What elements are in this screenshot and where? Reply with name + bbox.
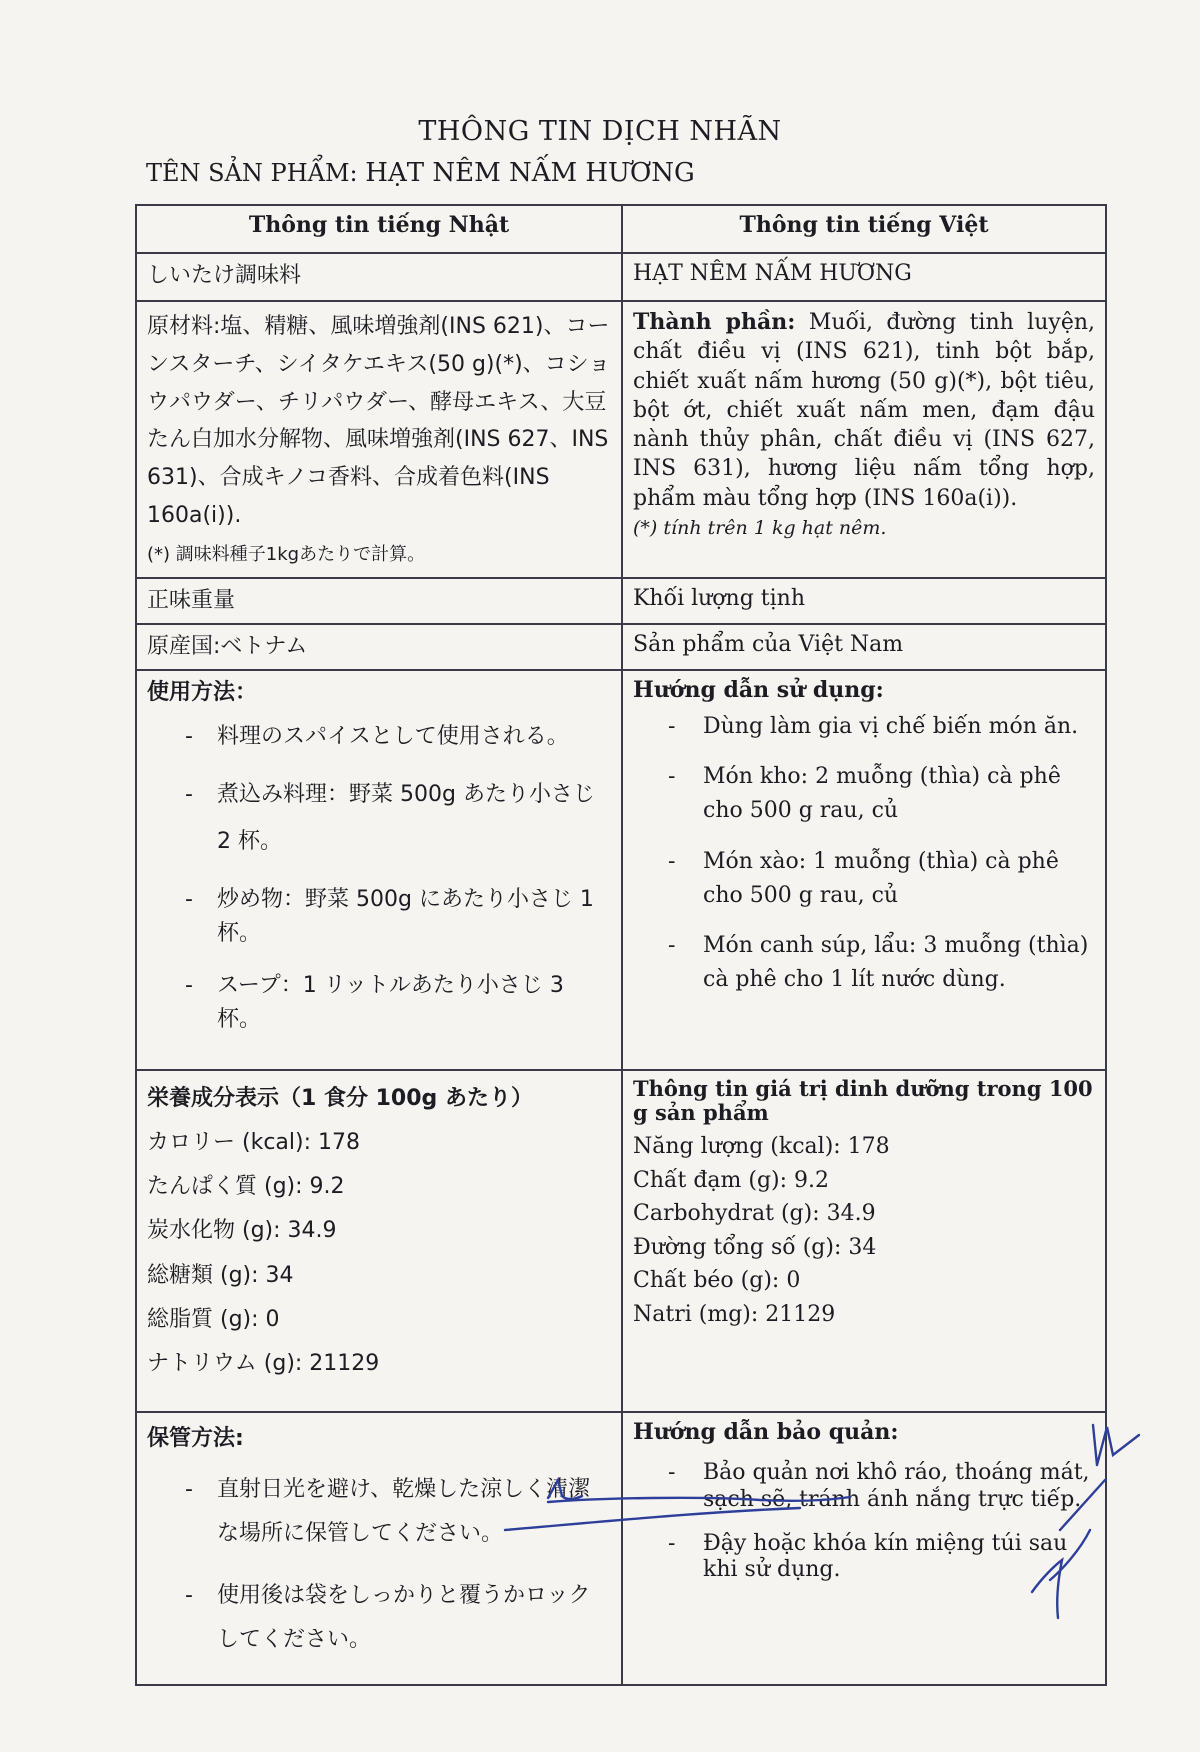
usage-jp-list <box>147 720 611 1037</box>
list-item: Đường tổng số (g): 34 <box>633 1234 877 1260</box>
list-item: カロリー (kcal): 178 <box>147 1129 360 1155</box>
name-vi: HẠT NÊM NẤM HƯƠNG <box>622 253 1106 301</box>
nutrition-vi-title: Thông tin giá trị dinh dưỡng trong 100 g sản phẩm <box>633 1075 1093 1125</box>
list-item: - Bảo quản nơi khô ráo, thoáng mát, sạch sẽ, tránh ánh nắng trực tiếp. <box>668 1460 1090 1512</box>
list-item: Năng lượng (kcal): 178 <box>633 1134 890 1160</box>
usage-jp-cell <box>136 670 622 1070</box>
list-item: Chất béo (g): 0 <box>633 1268 801 1294</box>
nutrition-row <box>136 1070 1106 1412</box>
ingredients-row <box>136 301 1106 578</box>
name-row <box>136 253 1106 301</box>
document-title: THÔNG TIN DỊCH NHÃN <box>418 116 782 147</box>
origin-row <box>136 624 1106 670</box>
nutrition-jp-title: 栄養成分表示（1 食分 100g あたり） <box>147 1085 533 1111</box>
origin-jp: 原産国:ベトナム <box>136 624 622 670</box>
product-label: TÊN SẢN PHẨM: <box>146 159 358 187</box>
list-item: - Món xào: 1 muỗng (thìa) cà phê cho 500 g rau, củ <box>668 848 1059 908</box>
nutrition-jp-cell <box>136 1070 622 1412</box>
list-item: - 料理のスパイスとして使用される。 <box>185 724 569 750</box>
label-translation-table <box>135 204 1107 1686</box>
ingredients-vi-cell <box>622 301 1106 578</box>
storage-row <box>136 1412 1106 1686</box>
usage-jp-title: 使用方法： <box>147 679 258 705</box>
list-item: - Dùng làm gia vị chế biến món ăn. <box>668 714 1079 740</box>
list-item: - Món kho: 2 muỗng (thìa) cà phê cho 500 g rau, củ <box>668 764 1061 824</box>
storage-vi-list <box>633 1460 1095 1584</box>
storage-jp-title: 保管方法: <box>147 1425 244 1451</box>
header-row <box>136 205 1106 253</box>
list-item: ナトリウム (g): 21129 <box>147 1350 380 1376</box>
usage-row <box>136 670 1106 1070</box>
header-vi: Thông tin tiếng Việt <box>622 205 1106 253</box>
origin-vi: Sản phẩm của Việt Nam <box>622 624 1106 670</box>
ingredients-vi-note: (*) tính trên 1 kg hạt nêm. <box>633 516 887 539</box>
list-item: - 直射日光を避け、乾燥した涼しく清潔な場所に保管してください。 <box>185 1477 591 1547</box>
ingredients-vi-label: Thành phần: <box>633 309 796 335</box>
storage-vi-title: Hướng dẫn bảo quản: <box>633 1418 899 1445</box>
list-item: - Món canh súp, lẩu: 3 muỗng (thìa) cà phê cho 1 lít nước dùng. <box>668 932 1089 992</box>
product-name: HẠT NÊM NẤM HƯƠNG <box>365 158 695 188</box>
list-item: 総脂質 (g): 0 <box>147 1306 280 1332</box>
ingredients-vi: Muối, đường tinh luyện, chất điều vị (INS 621), tinh bột bắp, chiết xuất nấm hương (50 g)(*), bột tiêu, bột ớt, chiết xuất nấm men, đạm đậu nành thủy phân, chất điều vị (INS 627, INS 631), hương liệu nấm tổng hợp, phẩm màu tổng hợp (INS 160a(i)). <box>633 310 1095 511</box>
list-item: Natri (mg): 21129 <box>633 1302 836 1328</box>
net-weight-jp: 正味重量 <box>136 578 622 624</box>
list-item: - スープ：1 リットルあたり小さじ 3 杯。 <box>185 972 564 1033</box>
storage-vi-cell <box>622 1412 1106 1686</box>
ingredients-jp-cell <box>136 301 622 578</box>
header-jp: Thông tin tiếng Nhật <box>136 205 622 253</box>
usage-vi-cell <box>622 670 1106 1070</box>
usage-vi-title: Hướng dẫn sử dụng: <box>633 676 884 703</box>
list-item: - 煮込み料理：野菜 500g あたり小さじ 2 杯。 <box>185 782 595 854</box>
list-item: - Đậy hoặc khóa kín miệng túi sau khi sử dụng. <box>668 1531 1068 1583</box>
net-weight-vi: Khối lượng tịnh <box>622 578 1106 624</box>
net-weight-row <box>136 578 1106 624</box>
name-jp: しいたけ調味料 <box>136 253 622 301</box>
storage-jp-cell <box>136 1412 622 1686</box>
list-item: Chất đạm (g): 9.2 <box>633 1167 830 1193</box>
nutrition-vi-cell <box>622 1070 1106 1412</box>
list-item: - 使用後は袋をしっかりと覆うかロックしてください。 <box>185 1583 591 1653</box>
list-item: 総糖類 (g): 34 <box>147 1262 294 1288</box>
usage-vi-list <box>633 710 1095 997</box>
ingredients-jp: 原材料:塩、精糖、風味増強剤(INS 621)、コーンスターチ、シイタケエキス(50 g)(*)、コショウパウダー、チリパウダー、酵母エキス、大豆たん白加水分解物、風味増強剤(INS 627、INS 631)、合成キノコ香料、合成着色料(INS 160a(i)). <box>147 314 611 529</box>
list-item: Carbohydrat (g): 34.9 <box>633 1201 876 1227</box>
product-line <box>146 158 695 188</box>
storage-jp-list <box>147 1468 611 1662</box>
list-item: - 炒め物：野菜 500g にあたり小さじ 1 杯。 <box>185 886 594 946</box>
list-item: たんぱく質 (g): 9.2 <box>147 1174 345 1200</box>
ingredients-jp-note: (*) 調味料種子1kgあたりで計算。 <box>147 543 426 565</box>
list-item: 炭水化物 (g): 34.9 <box>147 1218 337 1244</box>
